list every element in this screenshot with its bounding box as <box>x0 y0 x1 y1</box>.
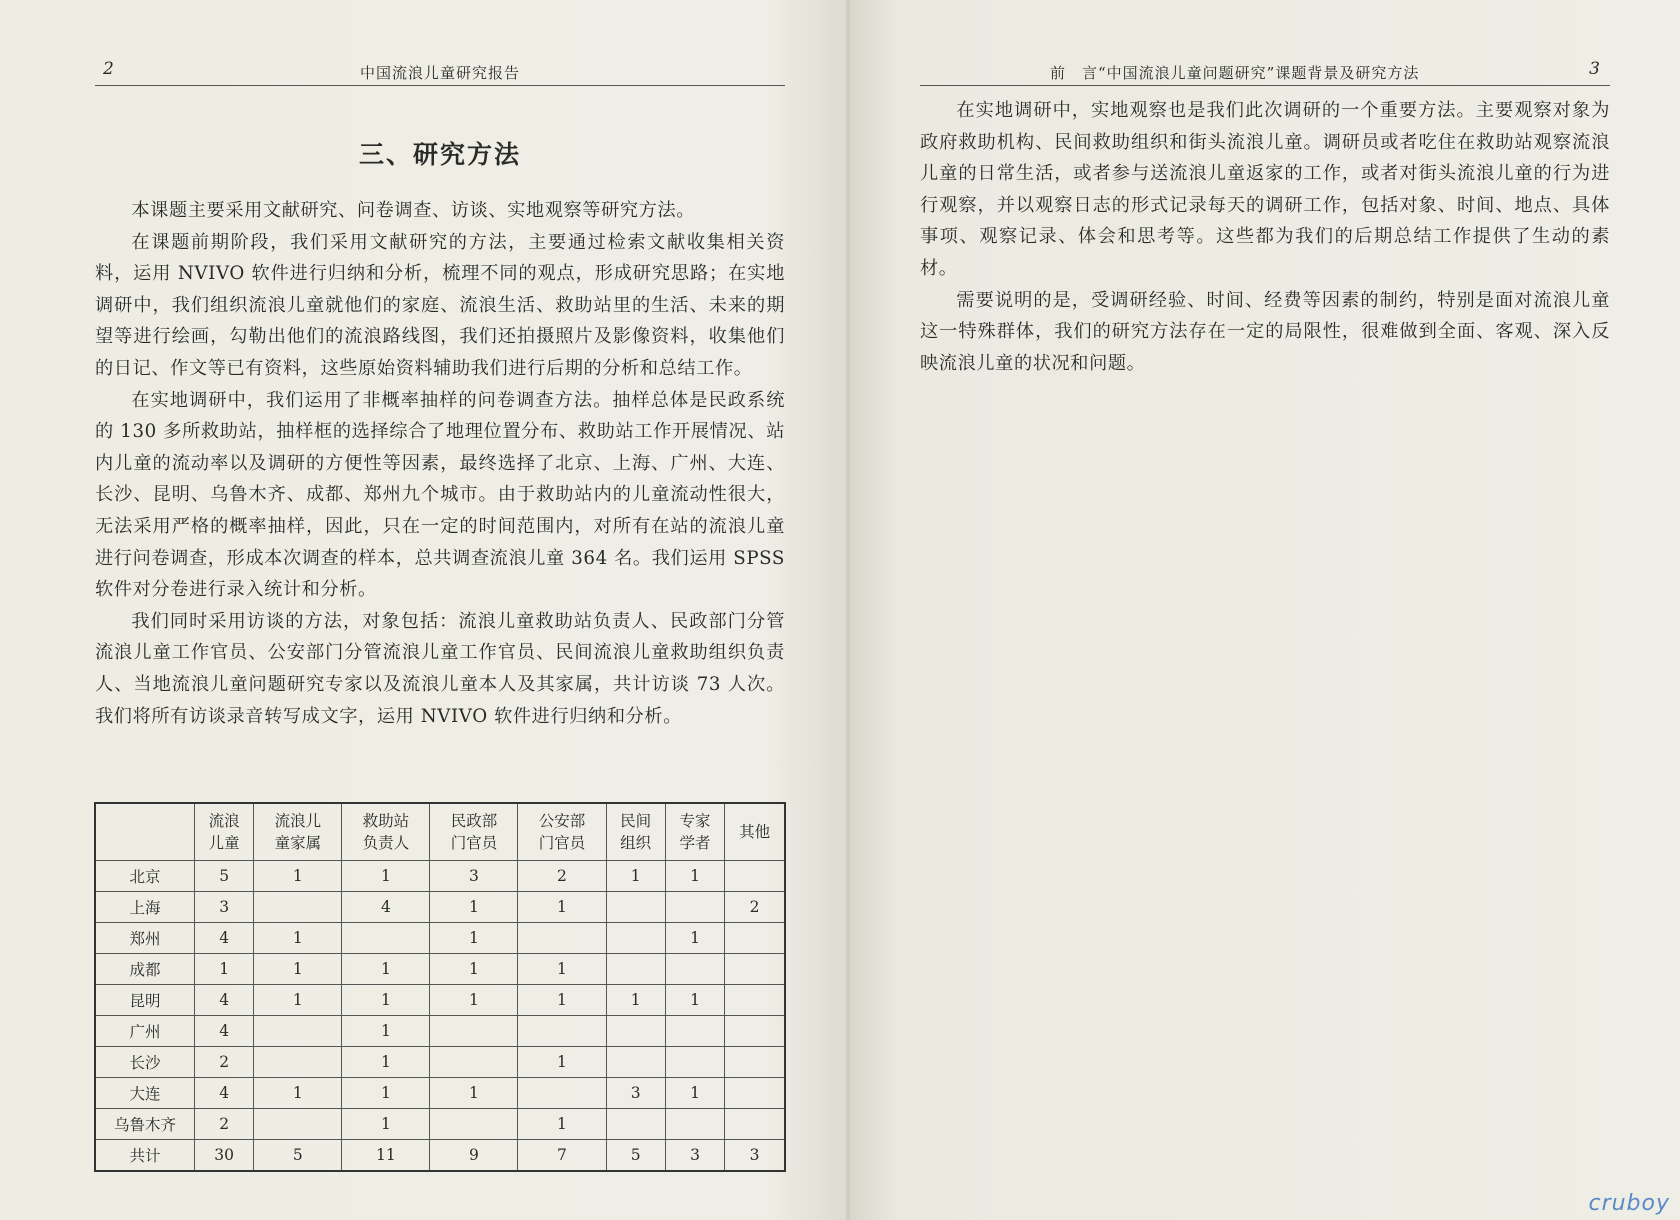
table-cell <box>665 1016 724 1047</box>
table-cell: 1 <box>430 985 518 1016</box>
table-cell <box>342 923 430 954</box>
table-cell: 4 <box>342 892 430 923</box>
table-cell: 4 <box>195 985 254 1016</box>
left-page-number: 2 <box>103 59 114 79</box>
table-cell: 1 <box>665 1078 724 1109</box>
table-header-cell: 救助站 负责人 <box>342 803 430 861</box>
table-cell: 3 <box>665 1140 724 1172</box>
table-row-label: 成都 <box>95 954 195 985</box>
table-cell: 11 <box>342 1140 430 1172</box>
table-row <box>95 1109 785 1140</box>
table-cell <box>606 1047 665 1078</box>
table-cell <box>606 954 665 985</box>
table-cell: 2 <box>195 1047 254 1078</box>
table-row-label: 昆明 <box>95 985 195 1016</box>
table-cell <box>725 861 785 892</box>
table-cell <box>254 1109 342 1140</box>
paragraph: 本课题主要采用文献研究、问卷调查、访谈、实地观察等研究方法。 <box>131 200 696 221</box>
right-page <box>850 0 1680 1220</box>
table-cell: 1 <box>342 1047 430 1078</box>
table-row-label: 大连 <box>95 1078 195 1109</box>
table-cell <box>725 954 785 985</box>
table-row-label: 上海 <box>95 892 195 923</box>
table-cell <box>725 1047 785 1078</box>
table-cell <box>665 1047 724 1078</box>
table-row-label: 北京 <box>95 861 195 892</box>
table-cell <box>665 1109 724 1140</box>
table-cell: 9 <box>430 1140 518 1172</box>
watermark: cruboy <box>1588 1191 1670 1216</box>
left-header-title: 中国流浪儿童研究报告 <box>359 64 520 82</box>
table-cell: 1 <box>518 892 606 923</box>
table-cell: 1 <box>665 923 724 954</box>
right-header-title: 前 言“中国流浪儿童问题研究”课题背景及研究方法 <box>1050 64 1420 82</box>
table-row <box>95 1016 785 1047</box>
table-cell: 2 <box>725 892 785 923</box>
table-cell: 2 <box>518 861 606 892</box>
table-cell <box>430 1016 518 1047</box>
table-cell: 1 <box>430 1078 518 1109</box>
table-header-cell: 民间 组织 <box>606 803 665 861</box>
table-cell: 1 <box>606 861 665 892</box>
table-header-cell: 专家 学者 <box>665 803 724 861</box>
paragraph: 在课题前期阶段，我们采用文献研究的方法，主要通过检索文献收集相关资料，运用 NVIVO 软件进行归纳和分析，梳理不同的观点，形成研究思路；在实地调研中，我们组织流浪儿童就他们的家庭、流浪生活、救助站里的生活、未来的期望等进行绘画，勾勒出他们的流浪路线图，我们还拍摄照片及影像资料，收集他们的日记、作文等已有资料，这些原始资料辅助我们进行后期的分析和总结工作。 <box>95 231 785 379</box>
table-cell <box>254 1016 342 1047</box>
table-cell: 1 <box>195 954 254 985</box>
table-cell: 3 <box>195 892 254 923</box>
table-cell: 2 <box>195 1109 254 1140</box>
table-cell: 1 <box>518 1109 606 1140</box>
table-header-cell: 其他 <box>725 803 785 861</box>
section-title: 三、研究方法 <box>358 140 521 169</box>
table-row <box>95 923 785 954</box>
table-cell <box>725 1016 785 1047</box>
table-row <box>95 1047 785 1078</box>
paragraph: 我们同时采用访谈的方法，对象包括：流浪儿童救助站负责人、民政部门分管流浪儿童工作官员、公安部门分管流浪儿童工作官员、民间流浪儿童救助组织负责人、当地流浪儿童问题研究专家以及流浪儿童本人及其家属，共计访谈 73 人次。我们将所有访谈录音转写成文字，运用 NVIVO 软件进行归纳和分析。 <box>95 610 785 727</box>
table-body <box>95 861 785 1172</box>
table-cell: 1 <box>518 954 606 985</box>
paragraph: 需要说明的是，受调研经验、时间、经费等因素的制约，特别是面对流浪儿童这一特殊群体，我们的研究方法存在一定的局限性，很难做到全面、客观、深入反映流浪儿童的状况和问题。 <box>920 289 1610 374</box>
table-cell <box>518 1016 606 1047</box>
table-row-label: 广州 <box>95 1016 195 1047</box>
table-cell: 1 <box>342 1016 430 1047</box>
table-cell: 1 <box>342 954 430 985</box>
table-cell <box>665 954 724 985</box>
table-cell: 5 <box>195 861 254 892</box>
table-row-label: 共计 <box>95 1140 195 1172</box>
table-cell: 1 <box>430 892 518 923</box>
table-cell <box>254 1047 342 1078</box>
table-cell <box>430 1109 518 1140</box>
table-row-label: 长沙 <box>95 1047 195 1078</box>
table-header-cell: 流浪 儿童 <box>195 803 254 861</box>
table-cell: 1 <box>254 861 342 892</box>
table-cell <box>725 1078 785 1109</box>
table-cell <box>606 923 665 954</box>
table-cell: 1 <box>342 861 430 892</box>
table-header-row <box>95 803 785 861</box>
table-cell <box>725 985 785 1016</box>
interview-count-table <box>94 802 786 1172</box>
table-row <box>95 892 785 923</box>
table-cell: 1 <box>254 1078 342 1109</box>
table-cell: 1 <box>665 985 724 1016</box>
table-cell: 1 <box>665 861 724 892</box>
right-body-text <box>920 95 1610 379</box>
table-cell: 1 <box>430 954 518 985</box>
table-cell: 1 <box>254 923 342 954</box>
table-cell <box>665 892 724 923</box>
table-cell: 1 <box>342 1078 430 1109</box>
table-row-label: 乌鲁木齐 <box>95 1109 195 1140</box>
table-cell <box>518 1078 606 1109</box>
table-cell: 30 <box>195 1140 254 1172</box>
table-row <box>95 1140 785 1172</box>
table-cell: 1 <box>518 1047 606 1078</box>
table-cell: 4 <box>195 1016 254 1047</box>
table-cell <box>725 923 785 954</box>
table-cell <box>606 1109 665 1140</box>
table-cell: 3 <box>430 861 518 892</box>
table-cell: 1 <box>342 1109 430 1140</box>
table-row-label: 郑州 <box>95 923 195 954</box>
table-cell: 1 <box>518 985 606 1016</box>
table-cell <box>725 1109 785 1140</box>
table-cell: 1 <box>254 985 342 1016</box>
table-header-cell: 公安部 门官员 <box>518 803 606 861</box>
table-header-cell <box>95 803 195 861</box>
table-cell <box>606 892 665 923</box>
table-cell: 4 <box>195 1078 254 1109</box>
table-cell: 5 <box>606 1140 665 1172</box>
table-row <box>95 1078 785 1109</box>
table-cell: 4 <box>195 923 254 954</box>
table-cell: 5 <box>254 1140 342 1172</box>
table-cell: 1 <box>606 985 665 1016</box>
right-running-header <box>920 55 1610 86</box>
right-page-number: 3 <box>1589 59 1600 79</box>
table-cell: 3 <box>725 1140 785 1172</box>
table-cell: 7 <box>518 1140 606 1172</box>
table-cell: 1 <box>254 954 342 985</box>
table-cell <box>430 1047 518 1078</box>
paragraph: 在实地调研中，我们运用了非概率抽样的问卷调查方法。抽样总体是民政系统的 130 多所救助站，抽样框的选择综合了地理位置分布、救助站工作开展情况、站内儿童的流动率以及调研的方便性等因素，最终选择了北京、上海、广州、大连、长沙、昆明、乌鲁木齐、成都、郑州九个城市。由于救助站内的儿童流动性很大，无法采用严格的概率抽样，因此，只在一定的时间范围内，对所有在站的流浪儿童进行问卷调查，形成本次调查的样本，总共调查流浪儿童 364 名。我们运用 SPSS 软件对分卷进行录入统计和分析。 <box>95 389 785 601</box>
table-cell: 1 <box>430 923 518 954</box>
table-cell: 3 <box>606 1078 665 1109</box>
table-cell <box>254 892 342 923</box>
table-row <box>95 954 785 985</box>
table-header-cell: 流浪儿 童家属 <box>254 803 342 861</box>
table-cell <box>606 1016 665 1047</box>
table-header-cell: 民政部 门官员 <box>430 803 518 861</box>
paragraph: 在实地调研中，实地观察也是我们此次调研的一个重要方法。主要观察对象为政府救助机构、民间救助组织和街头流浪儿童。调研员或者吃住在救助站观察流浪儿童的日常生活，或者参与送流浪儿童返家的工作，或者对街头流浪儿童的行为进行观察，并以观察日志的形式记录每天的调研工作，包括对象、时间、地点、具体事项、观察记录、体会和思考等。这些都为我们的后期总结工作提供了生动的素材。 <box>920 100 1610 279</box>
left-body-text <box>95 195 785 732</box>
table-cell: 1 <box>342 985 430 1016</box>
table-cell <box>518 923 606 954</box>
left-running-header <box>95 55 785 86</box>
table-row <box>95 985 785 1016</box>
table-row <box>95 861 785 892</box>
